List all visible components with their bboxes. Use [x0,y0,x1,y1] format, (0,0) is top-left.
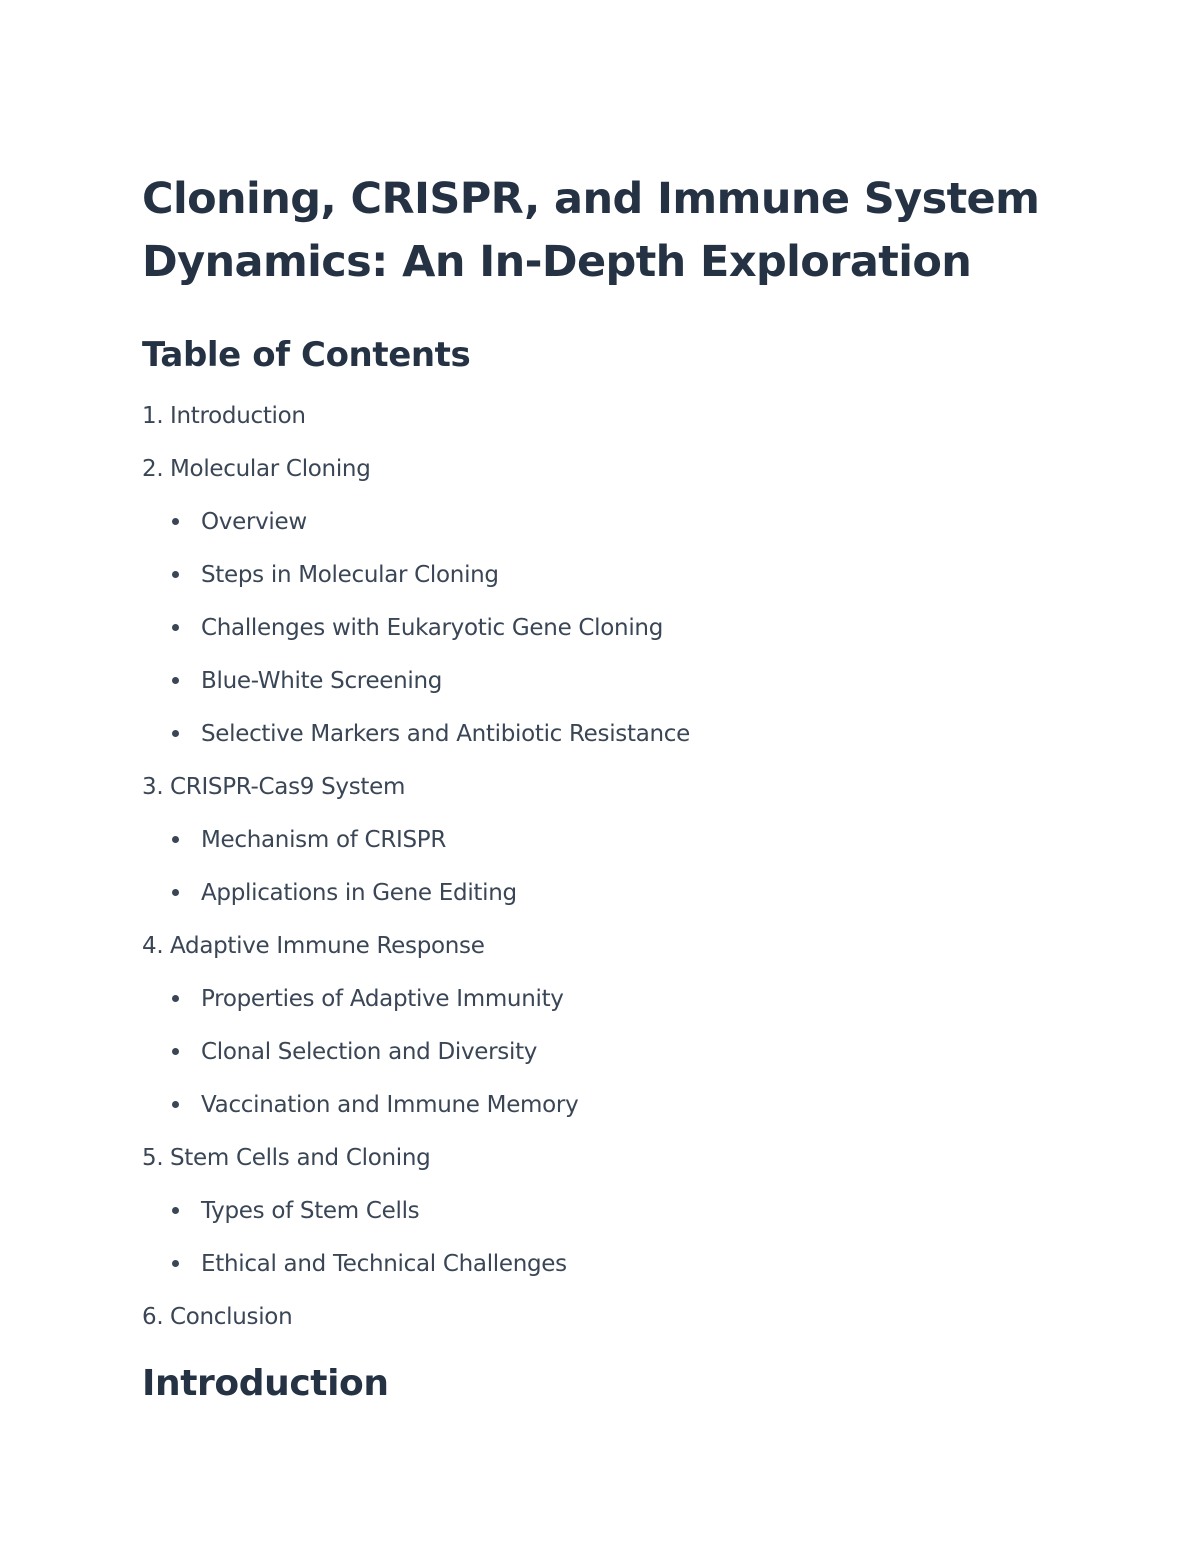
toc-item-number: 2. [142,456,164,482]
document-page [142,168,1042,1406]
bullet-icon [172,1260,179,1267]
toc-item [142,1303,1042,1356]
toc-item-number: 4. [142,933,164,959]
toc-subitem [142,879,1042,932]
toc-item [142,1144,1042,1197]
toc-item-number: 5. [142,1145,164,1171]
toc-subitem [142,614,1042,667]
bullet-icon [172,571,179,578]
toc-item-label: Challenges with Eukaryotic Gene Cloning [201,615,663,641]
toc-item-number: 1. [142,403,164,429]
toc-subitem [142,1091,1042,1144]
toc-item-label: CRISPR-Cas9 System [170,774,406,800]
toc-subitem [142,667,1042,720]
bullet-icon [172,836,179,843]
bullet-icon [172,1048,179,1055]
toc-item-number: 6. [142,1304,164,1330]
toc-item-label: Adaptive Immune Response [170,933,485,959]
toc-item-label: Types of Stem Cells [201,1198,420,1224]
bullet-icon [172,995,179,1002]
toc-item-label: Stem Cells and Cloning [170,1145,431,1171]
bullet-icon [172,677,179,684]
toc-subitem [142,561,1042,614]
bullet-icon [172,624,179,631]
toc-item [142,402,1042,455]
toc-item [142,773,1042,826]
toc-item-label: Properties of Adaptive Immunity [201,986,564,1012]
toc-item-label: Overview [201,509,307,535]
toc-subitem [142,826,1042,879]
toc-item-label: Conclusion [170,1304,293,1330]
toc-item [142,932,1042,985]
toc-subitem [142,1250,1042,1303]
toc-item-label: Molecular Cloning [170,456,371,482]
toc-item [142,455,1042,508]
toc-item-label: Steps in Molecular Cloning [201,562,499,588]
toc-item-label: Selective Markers and Antibiotic Resistance [201,721,690,747]
toc-subitem [142,720,1042,773]
toc-item-label: Clonal Selection and Diversity [201,1039,538,1065]
toc-item-label: Blue-White Screening [201,668,443,694]
table-of-contents [142,402,1042,1356]
document-title: Cloning, CRISPR, and Immune System Dynamics: An In-Depth Exploration [142,174,1040,287]
bullet-icon [172,518,179,525]
bullet-icon [172,889,179,896]
toc-item-label: Ethical and Technical Challenges [201,1251,567,1277]
toc-subitem [142,508,1042,561]
toc-item-number: 3. [142,774,164,800]
toc-heading: Table of Contents [142,335,471,375]
toc-item-label: Mechanism of CRISPR [201,827,447,853]
toc-item-label: Introduction [170,403,306,429]
bullet-icon [172,1101,179,1108]
bullet-icon [172,730,179,737]
toc-item-label: Applications in Gene Editing [201,880,517,906]
toc-item-label: Vaccination and Immune Memory [201,1092,579,1118]
toc-subitem [142,1038,1042,1091]
toc-subitem [142,1197,1042,1250]
toc-subitem [142,985,1042,1038]
bullet-icon [172,1207,179,1214]
section-heading-introduction: Introduction [142,1363,389,1404]
